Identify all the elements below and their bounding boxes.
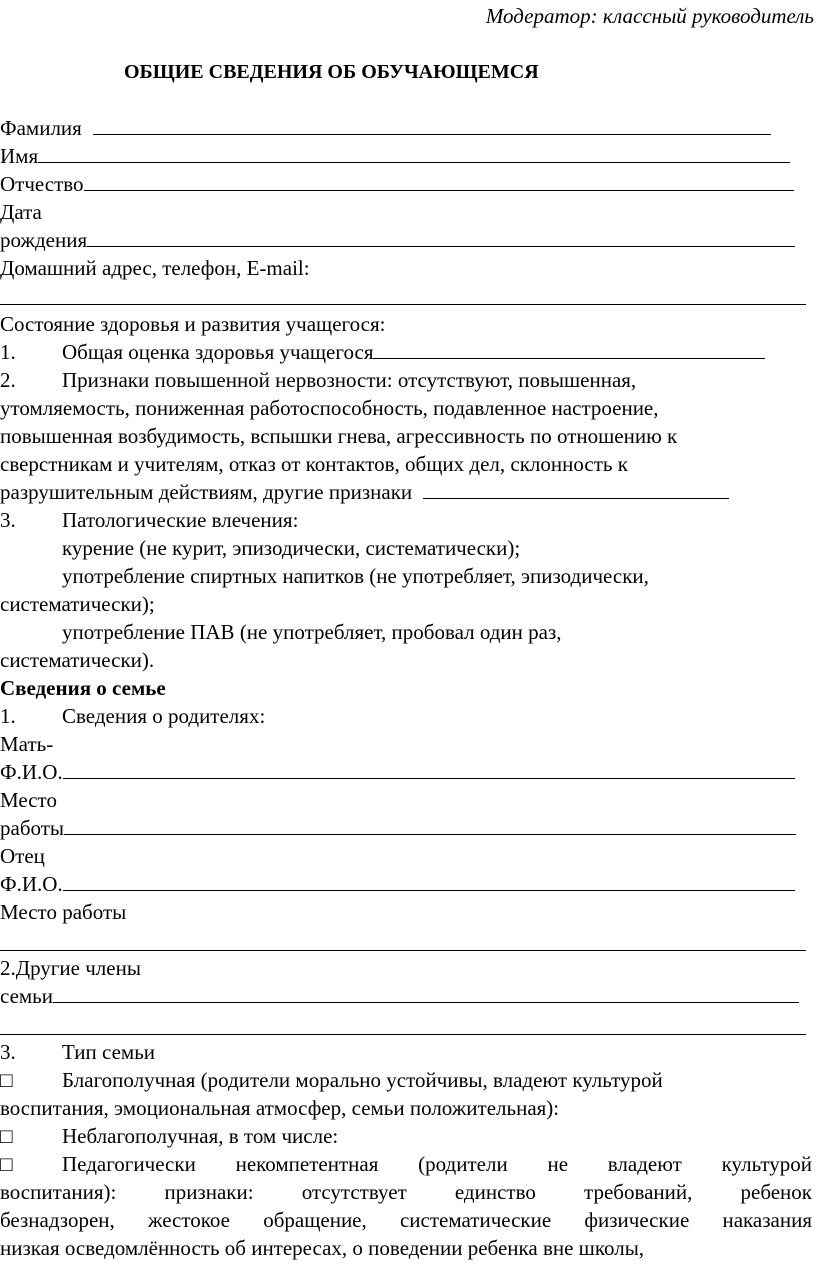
address-label: Домашний адрес, телефон, E-mail: [0, 256, 310, 280]
bad-family-label: Неблагополучная, в том числе: [62, 1124, 339, 1148]
mother-work-label-2: работы [0, 816, 65, 840]
mother-work-label-1: Место [0, 788, 57, 812]
mother-work-blank[interactable] [64, 816, 796, 835]
patronymic-label: Отчество [0, 172, 84, 196]
father-fio-label: Ф.И.О. [0, 872, 63, 896]
others-blank-2[interactable] [0, 1034, 806, 1035]
birth-blank[interactable] [87, 228, 795, 247]
surname-field [0, 116, 771, 140]
item-number: 3. [0, 508, 16, 532]
health-item-2-line: утомляемость, пониженная работоспособность, подавленное настроение, [0, 396, 659, 420]
family-type-label: Тип семьи [62, 1040, 156, 1064]
health-item-2 [0, 368, 636, 392]
page-title: ОБЩИЕ СВЕДЕНИЯ ОБ ОБУЧАЮЩЕМСЯ [124, 61, 539, 83]
surname-blank[interactable] [93, 116, 771, 135]
checkbox-icon[interactable]: □ [0, 1152, 13, 1176]
health-item-3-label: Патологические влечения: [62, 508, 299, 532]
mother-work-field [0, 816, 796, 840]
pav-item [0, 620, 562, 644]
smoking-label: курение (не курит, эпизодически, систематически); [62, 536, 521, 560]
health-item-3 [0, 508, 298, 532]
health-item-2-last [0, 480, 729, 504]
item-number: 3. [0, 1040, 16, 1064]
others-field [0, 984, 799, 1008]
ped-family-label: Педагогически некомпетентная (родители не владеют культурой [62, 1152, 812, 1176]
health-item-2-line: сверстникам и учителям, отказ от контактов, общих дел, склонность к [0, 452, 628, 476]
father-fio-blank[interactable] [63, 872, 795, 891]
address-blank[interactable] [0, 304, 806, 305]
father-label: Отец [0, 844, 45, 868]
health-assessment-blank[interactable] [373, 340, 765, 359]
father-work-label: Место работы [0, 900, 127, 924]
checkbox-icon[interactable]: □ [0, 1124, 13, 1148]
alcohol-label: употребление спиртных напитков (не употребляет, эпизодически, [62, 564, 649, 588]
good-family-label-cont: воспитания, эмоциональная атмосфер, семьи положительная): [0, 1096, 560, 1120]
others-label-2: семьи [0, 984, 54, 1008]
other-signs-blank[interactable] [423, 480, 729, 499]
name-blank[interactable] [38, 144, 790, 163]
health-item-2-line: повышенная возбудимость, вспышки гнева, агрессивность по отношению к [0, 424, 678, 448]
mother-fio-label: Ф.И.О. [0, 760, 63, 784]
bad-family-item [0, 1124, 338, 1148]
family-item-3 [0, 1040, 155, 1064]
family-heading: Сведения о семье [0, 676, 166, 700]
smoking-item [0, 536, 520, 560]
health-heading: Состояние здоровья и развития учащегося: [0, 312, 386, 336]
others-label-1: 2.Другие члены [0, 956, 141, 980]
checkbox-icon[interactable]: □ [0, 1068, 13, 1092]
family-item-1 [0, 704, 265, 728]
moderator-note: Модератор: классный руководитель [485, 4, 814, 28]
others-blank[interactable] [53, 984, 799, 1003]
good-family-item [0, 1068, 663, 1092]
name-label: Имя [0, 144, 39, 168]
pav-label: употребление ПАВ (не употребляет, пробовал один раз, [62, 620, 562, 644]
good-family-label: Благополучная (родители морально устойчивы, владеют культурой [62, 1068, 663, 1092]
health-item-2-line: Признаки повышенной нервозности: отсутствуют, повышенная, [62, 368, 637, 392]
pav-label-cont: систематически). [0, 648, 155, 672]
ped-family-line: безнадзорен, жестокое обращение, систематические физические наказания [0, 1208, 812, 1232]
birth-label-line1: Дата [0, 200, 42, 224]
ped-family-line: низкая осведомлённость об интересах, о поведении ребенка вне школы, [0, 1236, 645, 1260]
ped-family-item [0, 1152, 812, 1176]
birth-field [0, 228, 795, 252]
patronymic-blank[interactable] [84, 172, 794, 191]
mother-fio-blank[interactable] [63, 760, 795, 779]
mother-fio-field [0, 760, 795, 784]
name-field [0, 144, 790, 168]
alcohol-item [0, 564, 649, 588]
health-item-1-label: Общая оценка здоровья учащегося [62, 340, 374, 364]
patronymic-field [0, 172, 794, 196]
item-number: 2. [0, 368, 16, 392]
ped-family-line: воспитания): признаки: отсутствует единство требований, ребенок [0, 1180, 812, 1204]
item-number: 1. [0, 704, 16, 728]
father-work-blank[interactable] [0, 950, 806, 951]
item-number: 1. [0, 340, 16, 364]
health-item-2-line: разрушительным действиям, другие признаки [0, 480, 413, 504]
family-item-1-label: Сведения о родителях: [62, 704, 266, 728]
father-fio-field [0, 872, 795, 896]
alcohol-label-cont: систематически); [0, 592, 155, 616]
health-item-1 [0, 340, 765, 364]
mother-label: Мать- [0, 732, 54, 756]
birth-label-line2: рождения [0, 228, 88, 252]
surname-label: Фамилия [0, 116, 82, 140]
